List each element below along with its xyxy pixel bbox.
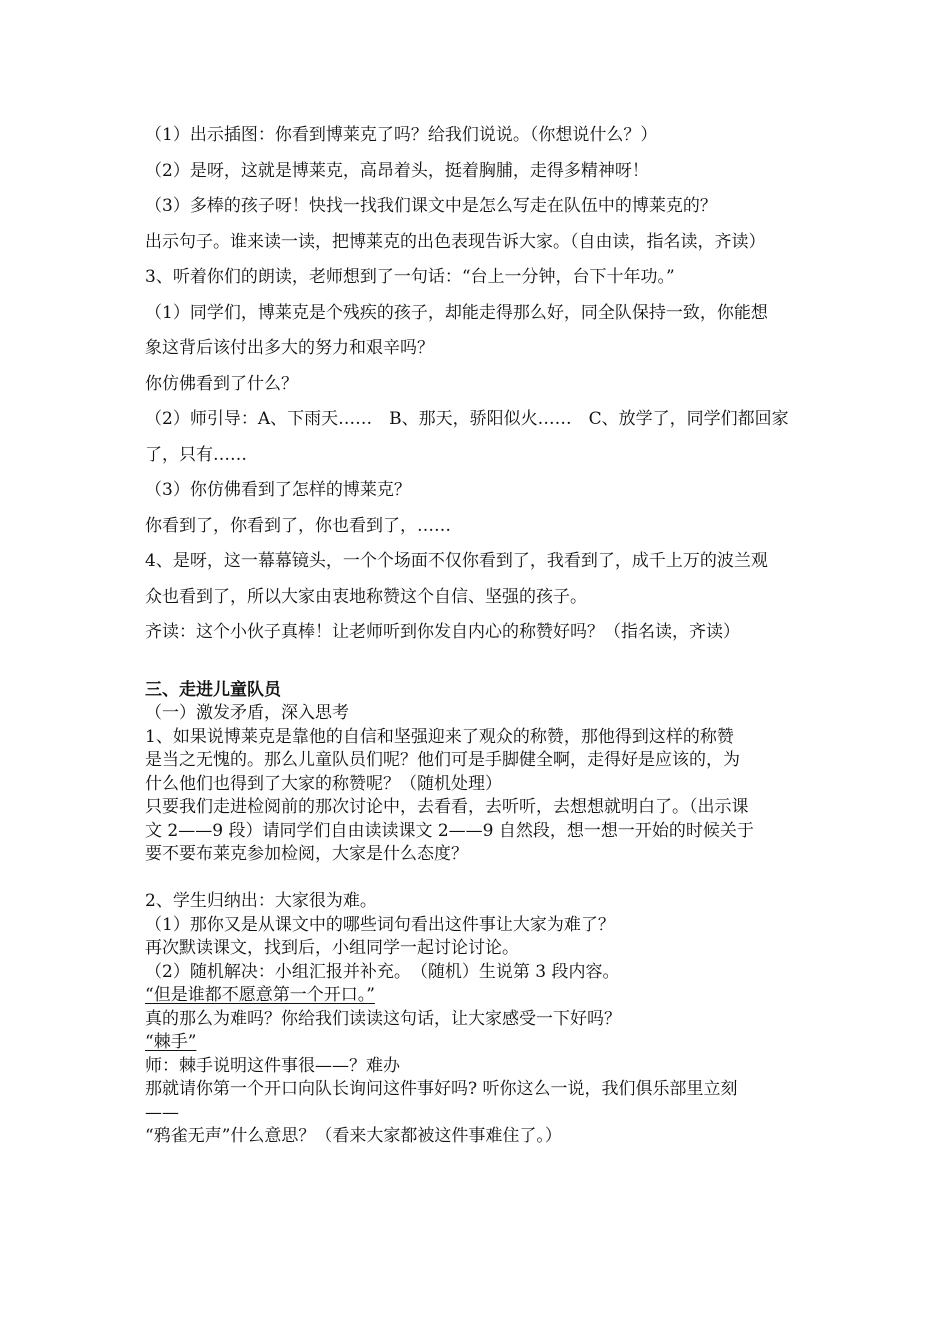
paragraph: （1）那你又是从课文中的哪些词句看出这件事让大家为难了？	[145, 914, 615, 935]
paragraph: 4、是呀，这一幕幕镜头，一个个场面不仅你看到了，我看到了，成千上万的波兰观	[145, 551, 768, 571]
paragraph: 要不要布莱克参加检阅，大家是什么态度？	[145, 844, 468, 864]
paragraph: 你看到了，你看到了，你也看到了，……	[145, 515, 451, 536]
subheading: （一）激发矛盾，深入思考	[145, 703, 349, 723]
paragraph: （2）是呀，这就是博莱克，高昂着头，挺着胸脯，走得多精神呀！	[145, 160, 649, 181]
paragraph: 象这背后该付出多大的努力和艰辛吗？	[145, 338, 434, 358]
section-a	[145, 118, 815, 651]
paragraph: 只要我们走进检阅前的那次讨论中，去看看，去听听，去想想就明白了。（出示课	[145, 797, 749, 817]
paragraph: 众也看到了，所以大家由衷地称赞这个自信、坚强的孩子。	[145, 586, 587, 607]
document-body	[145, 118, 815, 1149]
paragraph: 了，只有……	[145, 444, 247, 465]
paragraph: 什么他们也得到了大家的称赞呢？（随机处理）	[145, 773, 502, 794]
paragraph: 那就请你第一个开口向队长询问这件事好吗? 听你这么一说，我们俱乐部里立刻	[145, 1079, 738, 1099]
blank-line	[145, 867, 815, 891]
paragraph: 齐读：这个小伙子真棒！让老师听到你发自内心的称赞好吗？（指名读，齐读）	[145, 622, 740, 642]
paragraph: （3）你仿佛看到了怎样的博莱克？	[145, 480, 411, 500]
paragraph: 是当之无愧的。那么儿童队员们呢？他们可是手脚健全啊，走得好是应该的，为	[145, 750, 740, 770]
paragraph: 3、听着你们的朗读，老师想到了一句话：“台上一分钟，台下十年功。”	[145, 267, 675, 287]
underlined-quote: “但是谁都不愿意第一个开口。”	[145, 985, 375, 1005]
section-b	[145, 679, 815, 1149]
paragraph: “鸦雀无声”什么意思？（看来大家都被这件事难住了。）	[145, 1126, 562, 1146]
paragraph: 1、如果说博莱克是靠他的自信和坚强迎来了观众的称赞，那他得到这样的称赞	[145, 726, 734, 747]
paragraph: （1）出示插图：你看到博莱克了吗？给我们说说。（你想说什么？）	[145, 125, 658, 145]
paragraph: （2）随机解决：小组汇报并补充。 （随机）生说第 3 段内容。	[145, 961, 620, 982]
paragraph: 出示句子。谁来读一读，把博莱克的出色表现告诉大家。（自由读，指名读，齐读）	[145, 231, 766, 252]
paragraph: 师：棘手说明这件事很——？难办	[145, 1055, 400, 1076]
paragraph: 真的那么为难吗？你给我们读读这句话，让大家感受一下好吗？	[145, 1008, 621, 1029]
underlined-quote: “棘手”	[145, 1032, 197, 1052]
paragraph: 文 2——9 段）请同学们自由读读课文 2——9 自然段，想一想一开始的时候关于	[145, 820, 754, 841]
section-heading: 三、走进儿童队员	[145, 679, 281, 700]
paragraph: （1）同学们，博莱克是个残疾的孩子，却能走得那么好，同全队保持一致，你能想	[145, 302, 768, 323]
paragraph: 再次默读课文，找到后，小组同学一起讨论讨论。	[145, 938, 519, 958]
paragraph: （3）多棒的孩子呀！快找一找我们课文中是怎么写走在队伍中的博莱克的？	[145, 196, 717, 216]
paragraph: ——	[145, 1102, 179, 1123]
paragraph: 2、学生归纳出：大家很为难。	[145, 891, 377, 911]
paragraph: （2）师引导：A、下雨天…… B、那天，骄阳似火…… C、放学了，同学们都回家	[145, 409, 789, 429]
paragraph: 你仿佛看到了什么？	[145, 373, 298, 394]
